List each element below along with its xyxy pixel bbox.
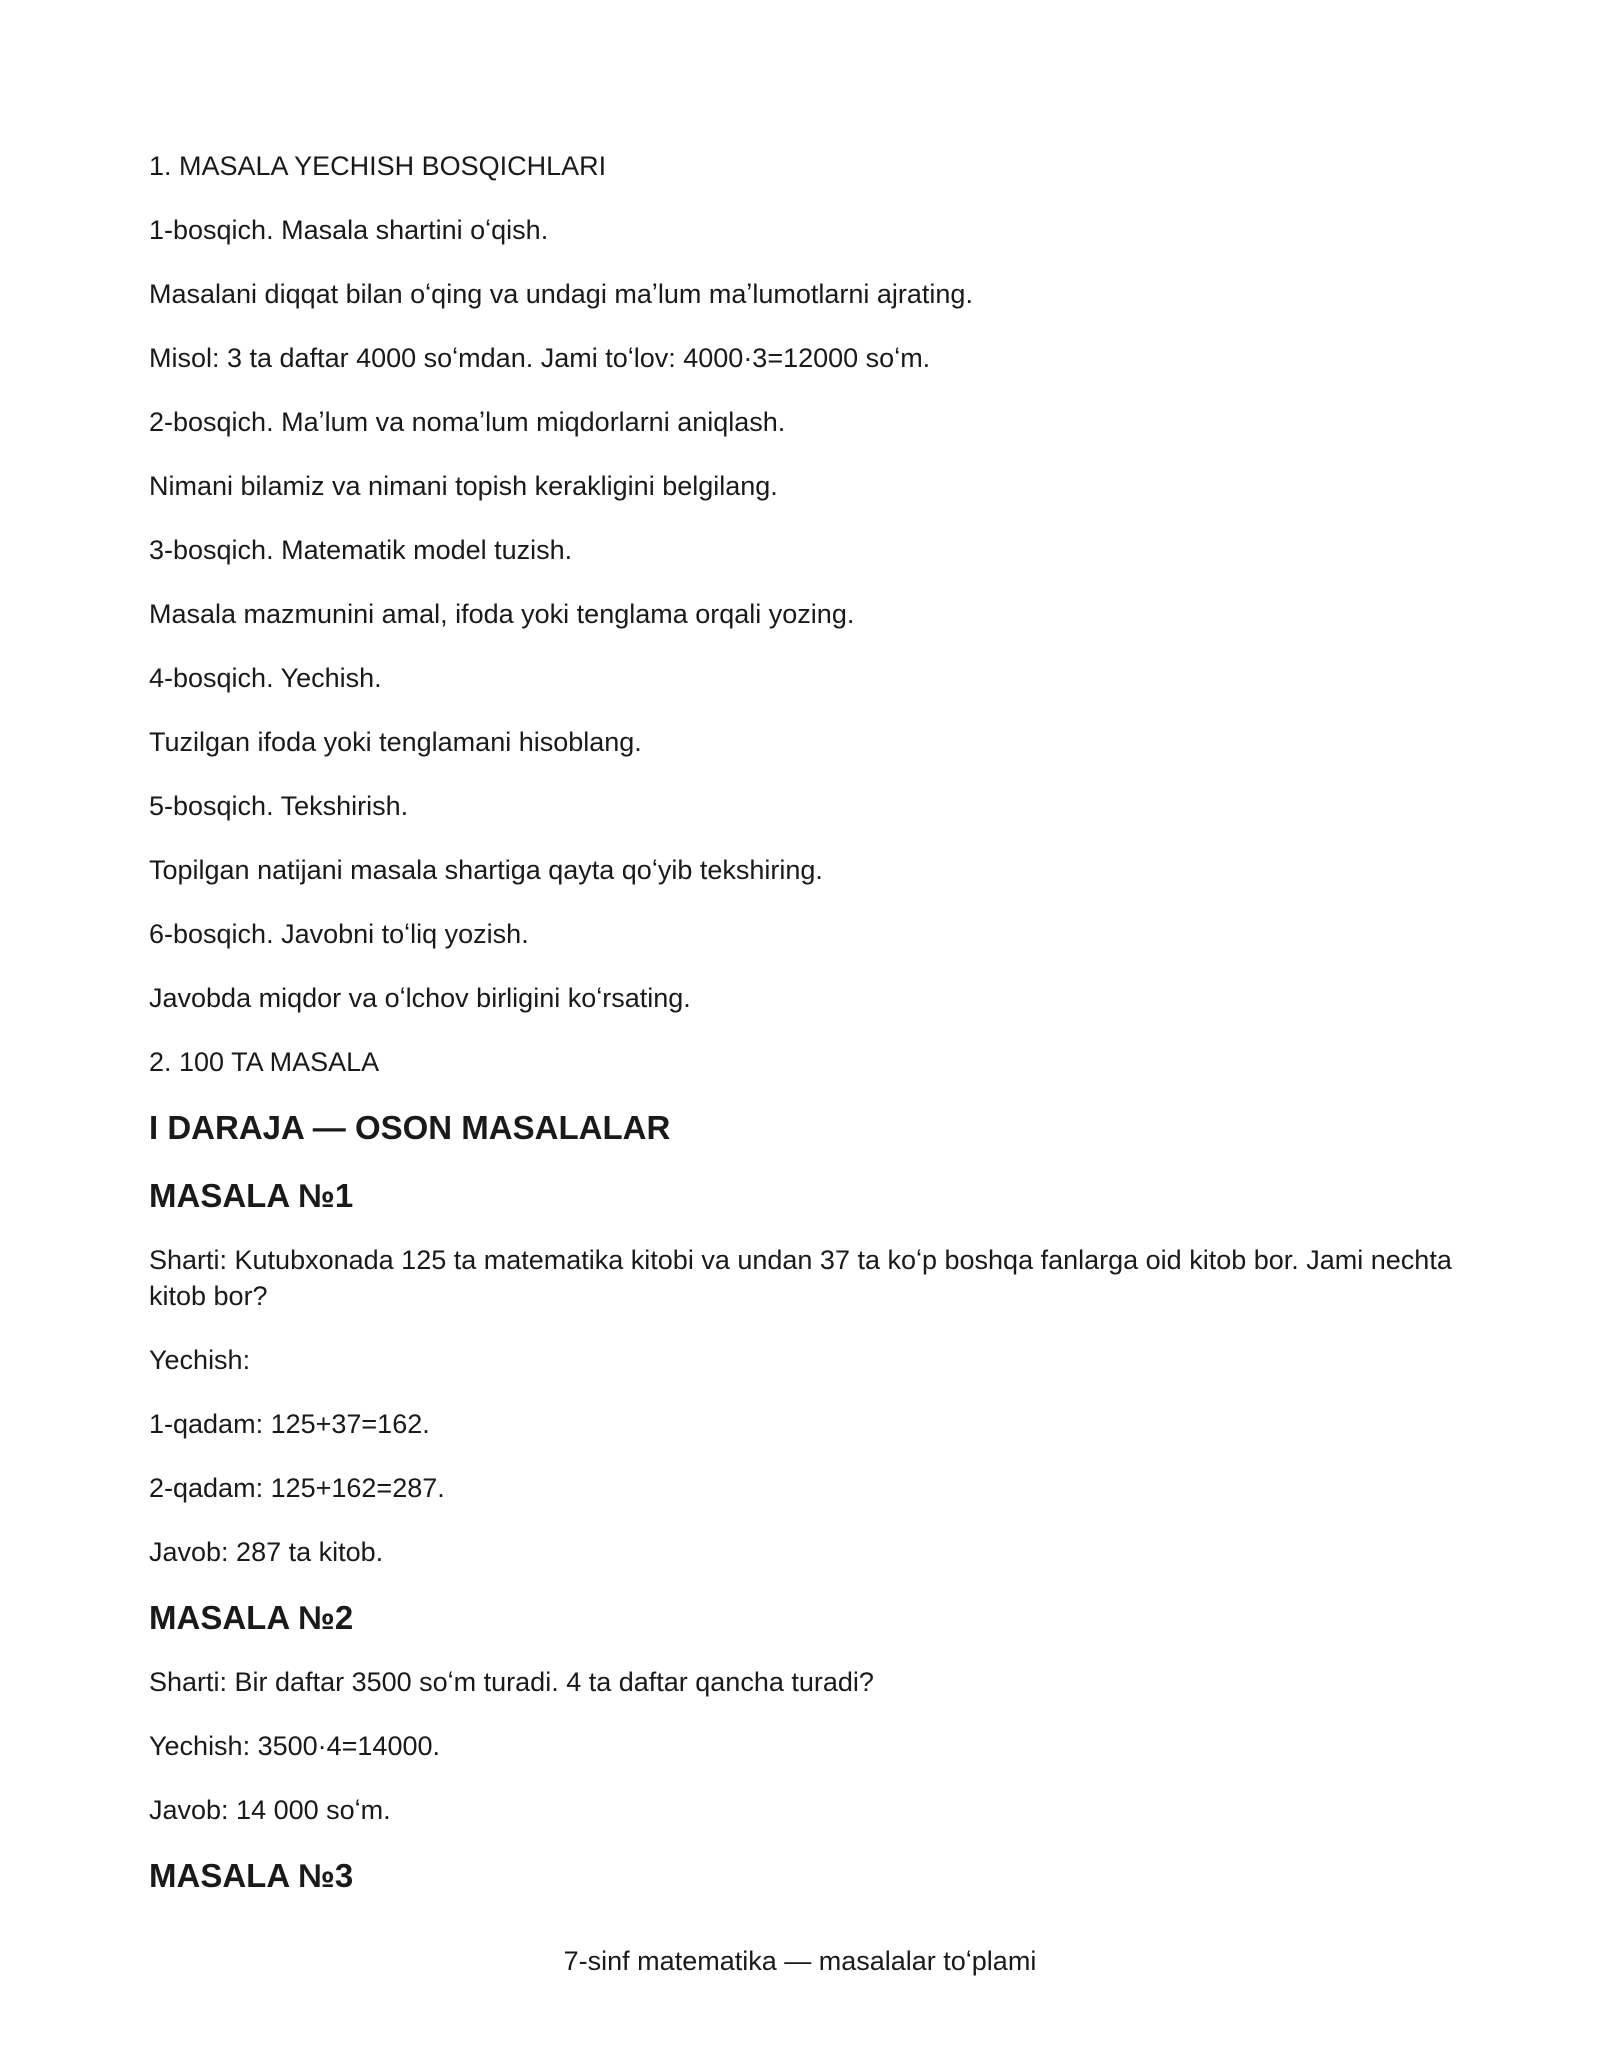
stage-1-example: Misol: 3 ta daftar 4000 soʻmdan. Jami toʻlov: 4000·3=12000 soʻm. <box>149 343 931 373</box>
problem-2-answer: Javob: 14 000 soʻm. <box>149 1795 391 1825</box>
problem-1-step-2: 2-qadam: 125+162=287. <box>149 1473 445 1503</box>
section-title-stages: 1. MASALA YECHISH BOSQICHLARI <box>149 151 607 181</box>
problem-2-condition: Sharti: Bir daftar 3500 soʻm turadi. 4 ta daftar qancha turadi? <box>149 1667 874 1697</box>
stage-6-title: 6-bosqich. Javobni toʻliq yozish. <box>149 919 529 949</box>
level-1-heading: I DARAJA — OSON MASALALAR <box>149 1109 671 1146</box>
problem-2-solution: Yechish: 3500·4=14000. <box>149 1731 441 1761</box>
stage-1-text: Masalani diqqat bilan oʻqing va undagi maʼlum maʼlumotlarni ajrating. <box>149 279 973 309</box>
stage-4-title: 4-bosqich. Yechish. <box>149 663 382 693</box>
problem-1-answer: Javob: 287 ta kitob. <box>149 1537 384 1567</box>
problem-1-heading: MASALA №1 <box>149 1177 354 1214</box>
stage-3-title: 3-bosqich. Matematik model tuzish. <box>149 535 573 565</box>
stage-1-title: 1-bosqich. Masala shartini oʻqish. <box>149 215 549 245</box>
stage-5-title: 5-bosqich. Tekshirish. <box>149 791 409 821</box>
stage-4-text: Tuzilgan ifoda yoki tenglamani hisoblang. <box>149 727 642 757</box>
stage-2-title: 2-bosqich. Maʼlum va nomaʼlum miqdorlarni aniqlash. <box>149 407 786 437</box>
stage-3-text: Masala mazmunini amal, ifoda yoki tenglama orqali yozing. <box>149 599 855 629</box>
problem-3-heading: MASALA №3 <box>149 1857 354 1894</box>
problem-1-condition: Sharti: Kutubxonada 125 ta matematika kitobi va undan 37 ta koʻp boshqa fanlarga oid kitob bor. Jami nechta kitob bor? <box>149 1245 1452 1311</box>
section-title-problems: 2. 100 TA MASALA <box>149 1047 380 1077</box>
stage-6-text: Javobda miqdor va oʻlchov birligini koʻrsating. <box>149 983 691 1013</box>
problem-1-step-1: 1-qadam: 125+37=162. <box>149 1409 430 1439</box>
stage-2-text: Nimani bilamiz va nimani topish kerakligini belgilang. <box>149 471 778 501</box>
page-content <box>149 148 1459 1922</box>
stage-5-text: Topilgan natijani masala shartiga qayta qoʻyib tekshiring. <box>149 855 823 885</box>
problem-2-heading: MASALA №2 <box>149 1599 354 1636</box>
page-footer: 7-sinf matematika — masalalar toʻplami <box>563 1946 1037 1976</box>
problem-1-solution-label: Yechish: <box>149 1345 251 1375</box>
